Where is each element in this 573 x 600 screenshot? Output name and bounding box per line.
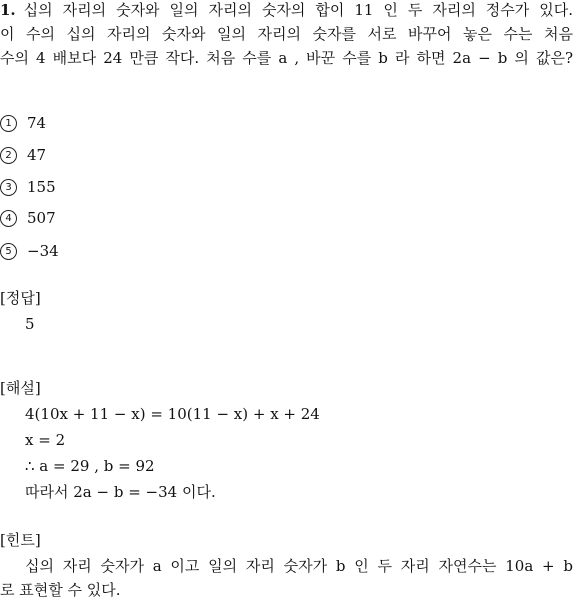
hint-label: [힌트] xyxy=(0,531,41,549)
choice-marker-4: 4 xyxy=(0,210,17,227)
choice-1[interactable] xyxy=(0,112,46,134)
choice-text-5: −34 xyxy=(27,242,59,260)
choice-3[interactable] xyxy=(0,176,56,198)
choice-2[interactable] xyxy=(0,144,46,166)
question-line-2: 이 수의 십의 자리의 숫자와 일의 자리의 숫자를 서로 바꾸어 놓은 수는 처음 xyxy=(0,25,573,43)
choice-5[interactable] xyxy=(0,240,59,262)
choice-marker-1: 1 xyxy=(0,115,17,132)
solution-label: [해설] xyxy=(0,379,41,397)
choice-4[interactable] xyxy=(0,207,56,229)
choice-marker-5: 5 xyxy=(0,243,17,260)
choice-marker-2: 2 xyxy=(0,147,17,164)
choice-text-3: 155 xyxy=(27,178,56,196)
choice-text-2: 47 xyxy=(27,146,47,164)
answer-value: 5 xyxy=(25,315,35,333)
answer-label: [정답] xyxy=(0,289,41,307)
question-text-1: 십의 자리의 숫자와 일의 자리의 숫자의 합이 11 인 두 자리의 정수가 있다. xyxy=(23,1,573,19)
solution-line-2: x = 2 xyxy=(25,431,66,449)
question-line-1 xyxy=(0,0,573,20)
solution-line-1: 4(10x + 11 − x) = 10(11 − x) + x + 24 xyxy=(25,405,320,423)
hint-line-1: 십의 자리 숫자가 a 이고 일의 자리 숫자가 b 인 두 자리 자연수는 10a + b xyxy=(25,557,573,575)
choice-text-1: 74 xyxy=(27,114,47,132)
choice-marker-3: 3 xyxy=(0,179,17,196)
solution-line-3: ∴ a = 29 , b = 92 xyxy=(25,457,155,475)
solution-line-4: 따라서 2a − b = −34 이다. xyxy=(25,483,216,501)
question-number: 1. xyxy=(0,1,16,19)
question-line-3: 수의 4 배보다 24 만큼 작다. 처음 수를 a , 바꾼 수를 b 라 하면 2a − b 의 값은? xyxy=(0,49,573,67)
choice-text-4: 507 xyxy=(27,209,56,227)
hint-line-2: 로 표현할 수 있다. xyxy=(0,581,121,599)
